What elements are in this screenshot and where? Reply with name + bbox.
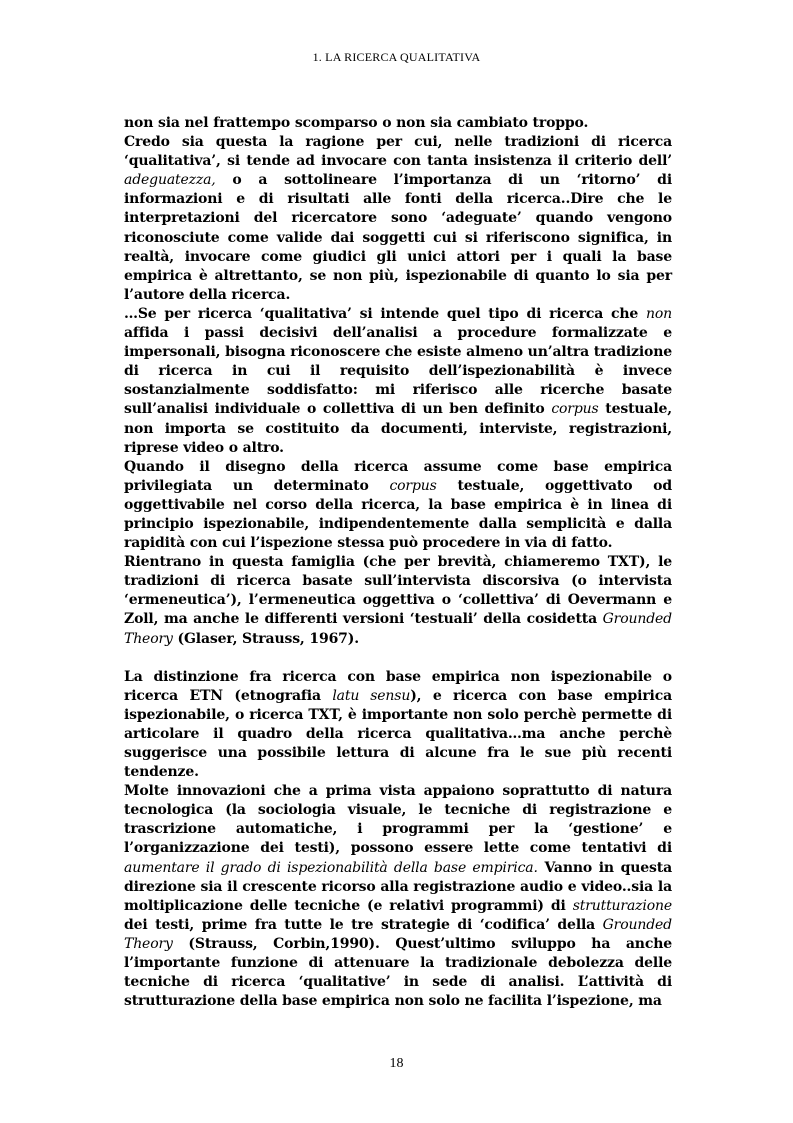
paragraph-text: Quando il disegno della ricerca assume come base empirica privilegiata un determinato: [124, 458, 672, 494]
paragraph-6: [124, 668, 672, 783]
paragraph-5: [124, 553, 672, 648]
paragraph-text: La distinzione fra ricerca con base empirica non ispezionabile o ricerca ETN (etnografia: [124, 668, 672, 704]
paragraph-spacer: [124, 649, 672, 668]
paragraph-text: …Se per ricerca ‘qualitativa’ si intende quel tipo di ricerca che: [124, 305, 646, 322]
page-number: 18: [389, 1056, 404, 1071]
paragraph-3: [124, 305, 672, 458]
paragraph-text: Rientrano in questa famiglia (che per brevità, chiameremo TXT), le tradizioni di ricerca basate sull’intervista discorsiva (o intervista ‘ermeneutica’), l’ermeneutica oggettiva o ‘collettiva’ di Oevermann e Zoll, ma anche le differenti versioni ‘testuali’ della cosidetta: [124, 554, 672, 628]
running-header: 1. LA RICERCA QUALITATIVA: [312, 50, 481, 64]
italic-term: adeguatezza,: [124, 172, 216, 189]
italic-term: aumentare il grado di ispezionabilità della base empirica.: [124, 859, 538, 876]
italic-term: corpus: [389, 477, 437, 494]
paragraph-text: Credo sia questa la ragione per cui, nelle tradizioni di ricerca ‘qualitativa’, si tende ad invocare con tanta insistenza il criterio dell’: [124, 134, 672, 170]
paragraph-4: [124, 458, 672, 553]
paragraph-text: (Strauss, Corbin,1990). Quest’ultimo sviluppo ha anche l’importante funzione di attenuare la tradizionale debolezza delle tecniche di ricerca ‘qualitative’ in sede di analisi. L’attività di strutturazione della base empirica non solo ne facilita l’ispezione, ma: [124, 935, 672, 1010]
paragraph-text: Molte innovazioni che a prima vista appaiono soprattutto di natura tecnologica (la sociologia visuale, le tecniche di registrazione e trascrizione automatiche, i programmi per la ‘gestione’ e l’organizzazione dei testi), possono essere lette come tentativi di: [124, 783, 672, 857]
italic-term: strutturazione: [572, 897, 672, 914]
paragraph-7: [124, 782, 672, 1011]
paragraph-text: o a sottolineare l’importanza di un ‘ritorno’ di informazioni e di risultati alle fonti della ricerca..Dire che le interpretazioni del ricercatore sono ‘adeguate’ quando vengono riconosciute come valide dai soggetti cui si riferiscono significa, in realtà, invocare come giudici gli unici attori per i quali la base empirica è altrettanto, se non più, ispezionabile di quanto lo sia per l’autore della ricerca.: [124, 172, 672, 303]
italic-term: latu sensu: [332, 687, 411, 704]
paragraph-2: [124, 133, 672, 305]
paragraph-text: affida i passi decisivi dell’analisi a procedure formalizzate e impersonali, bisogna riconoscere che esiste almeno un’altra tradizione di ricerca in cui il requisito dell’ispezionabilità è invece sostanzialmente soddisfatto: mi riferisco alle ricerche basate sull’analisi individuale o collettiva di un ben definito: [124, 325, 672, 418]
paragraph-text: dei testi, prime fra tutte le tre strategie di ‘codifica’ della: [124, 916, 603, 933]
paragraph-1: [124, 114, 672, 133]
paragraph-text: Vanno in questa direzione sia il crescente ricorso alla registrazione audio e video..sia la moltiplicazione delle tecniche (e relativi programmi) di: [124, 859, 673, 914]
paragraph-text: (Glaser, Strauss, 1967).: [172, 630, 359, 647]
paragraph-text: testuale, non importa se costituito da documenti, interviste, registrazioni, riprese video o altro.: [124, 401, 672, 456]
italic-term: Grounded Theory: [124, 916, 672, 952]
italic-term: non: [645, 305, 672, 322]
page-body: [124, 114, 672, 1011]
paragraph-text: ), e ricerca con base empirica ispezionabile, o ricerca TXT, è importante non solo perchè permette di articolare il quadro della ricerca qualitativa…ma anche perchè suggerisce una possibile lettura di alcune fra le sue più recenti tendenze.: [124, 687, 673, 781]
paragraph-text: testuale, oggettivato od oggettivabile nel corso della ricerca, la base empirica è in linea di principio ispezionabile, indipendentemente dalla semplicità e dalla rapidità con cui l’ispezione stessa può procedere in via di fatto.: [124, 477, 672, 552]
italic-term: Grounded Theory: [124, 611, 672, 647]
italic-term: corpus: [551, 401, 599, 418]
paragraph-text: non sia nel frattempo scomparso o non sia cambiato troppo.: [124, 115, 589, 131]
